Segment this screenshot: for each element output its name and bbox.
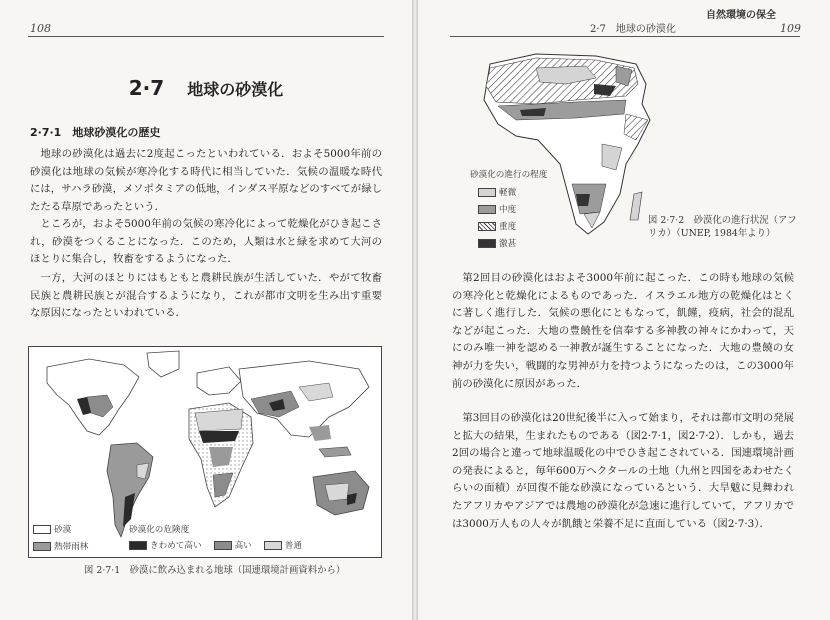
legend-label-severe: 重度 — [499, 222, 517, 232]
legend-swatch-normal — [264, 541, 282, 550]
africa-map-legend — [470, 168, 547, 254]
section-heading: 2·7·1 地球砂漠化の歴史 — [30, 126, 161, 139]
legend-title-risk: 砂漠化の危険度 — [129, 525, 190, 535]
legend-swatch-desert — [33, 525, 51, 534]
legend-item-rainforest — [33, 540, 88, 552]
left-paragraph-3: 一方，大河のほとりにはもともと農耕民族が生活していた．やがて牧畜民族と農耕民族とが混合するようになり，これが都市文明を生み出す重要な原因になったといわれている． — [30, 272, 382, 320]
legend-item-risk-very-high — [129, 539, 202, 551]
legend-swatch-moderate — [478, 205, 496, 214]
right-page-number: 109 — [780, 22, 801, 35]
legend-swatch-very-high — [129, 541, 147, 550]
legend-item-desert — [33, 523, 88, 535]
legend-title-progress: 砂漠化の進行の程度 — [470, 170, 548, 180]
legend-label-rainforest: 熱帯雨林 — [54, 542, 89, 552]
left-header-rule — [28, 36, 384, 37]
legend-item-risk-high — [214, 539, 252, 551]
chapter-title: 地球の砂漠化 — [187, 80, 284, 99]
legend-item-moderate — [478, 203, 547, 215]
chapter-heading — [0, 76, 412, 100]
left-page-number: 108 — [30, 22, 51, 35]
legend-swatch-slight — [478, 188, 496, 197]
figure-caption-2-7-2: 図 2·7·2 砂漠化の進行状況（アフリカ）（UNEP, 1984年より） — [648, 215, 797, 239]
world-map-legend-right — [129, 523, 302, 556]
running-head: 2·7 地球の砂漠化 — [590, 24, 676, 35]
world-map-legend-left — [33, 523, 88, 557]
legend-swatch-high — [214, 541, 232, 550]
legend-label-very-high: きわめて高い — [150, 541, 202, 551]
figure-caption-2-7-1: 図 2·7·1 砂漠に飲み込まれる地球（国連環境計画資料から） — [84, 565, 346, 576]
legend-label-normal: 普通 — [284, 541, 302, 551]
left-paragraph-2: ところが，およそ5000年前の気候の寒冷化によって乾燥化がひき起こされ，砂漠をつくることになった．このため，人類は水と緑を求めて大河のほとりに集合し，牧畜をするようになった． — [30, 218, 382, 266]
legend-label-extreme: 激甚 — [499, 239, 517, 249]
legend-swatch-severe — [478, 222, 496, 231]
right-paragraph-1: 第2回目の砂漠化はおよそ3000年前に起こった．この時も地球の気候の寒冷化と乾燥化によるものであった．イスラエル地方の乾燥化はとくに著しく進行した．気候の悪化にともなって，飢饉，疫病，社会的混乱などが起こった．大地の豊饒性を信奉する多神教の神々にかわって，天にのみ唯一神を認める一神教が誕生することになった．大地の豊饒の女神が力を失い，戦闘的な男神が力を持つようになったのは，この3000年前の砂漠化に原因があった． — [452, 272, 794, 390]
legend-label-desert: 砂漠 — [54, 525, 72, 535]
top-header: 自然環境の保全 — [706, 10, 776, 21]
right-paragraph-2: 第3回目の砂漠化は20世紀後半に入って始まり，それは都市文明の発展と拡大の結果，生まれたものである（図2·7·1，図2·7·2）．しかも，過去2回の場合と違って地球温暖化の中でひき起こされている．国連環境計画の発表によると，毎年600万ヘクタールの土地（九州と四国をあわせたくらいの面積）が回復不能な砂漠になっているという．大旱魃に見舞われたアフリカやアジアでは農地の砂漠化が急速に進行していて，アフリカでは3000万人もの人々が飢餓と栄養不足に直面している（図2·7·3）． — [452, 412, 794, 530]
legend-item-extreme — [478, 237, 547, 249]
legend-label-moderate: 中度 — [499, 205, 517, 215]
legend-label-high: 高い — [234, 541, 252, 551]
legend-label-slight: 軽微 — [499, 188, 517, 198]
legend-item-severe — [478, 220, 547, 232]
legend-swatch-extreme — [478, 239, 496, 248]
right-header-rule — [450, 36, 800, 37]
legend-item-slight — [478, 186, 547, 198]
left-paragraph-1: 地球の砂漠化は過去に2度起こったといわれている．およそ5000年前の砂漠化は地球の気候が寒冷化する時代に相当していた．気候の温暖な時代には，サハラ砂漠，メソポタミアの低地，インダス平原などのすべてが緑したたる草原であったという． — [30, 148, 382, 213]
chapter-number: 2·7 — [128, 76, 165, 100]
world-desertification-map — [28, 346, 382, 558]
legend-swatch-rainforest — [33, 542, 51, 551]
legend-item-risk-normal — [264, 539, 302, 551]
